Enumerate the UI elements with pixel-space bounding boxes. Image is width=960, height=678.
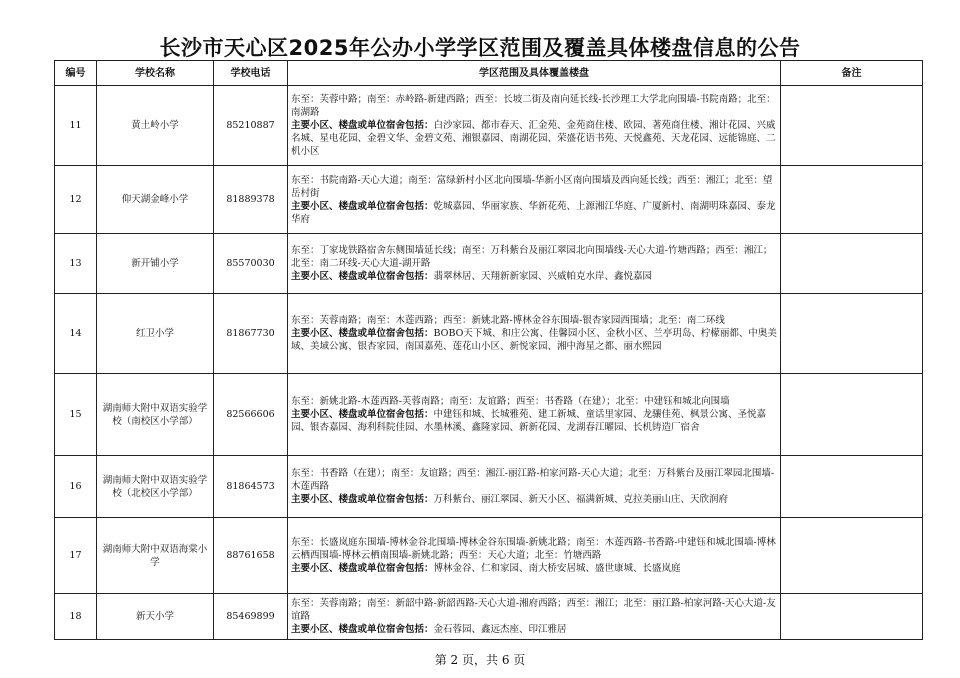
row-remark [781, 234, 923, 294]
row-phone: 81864573 [214, 456, 288, 518]
row-remark [781, 86, 923, 166]
row-school-name: 新天小学 [97, 594, 214, 640]
row-area [288, 594, 781, 640]
row-num: 12 [55, 166, 97, 234]
row-phone: 81867730 [214, 294, 288, 374]
row-estates: BOBO天下城、和庄公寓、佳馨园小区、金秋小区、兰亭玥岛、柠檬丽都、中奥美域、美域公寓、银杏家园、南国嘉苑、莲花山小区、新悦家园、湘中海星之都、丽水熙园 [291, 328, 777, 352]
header-remark: 备注 [781, 61, 923, 86]
page-footer: 第 2 页，共 6 页 [434, 653, 526, 667]
header-num: 编号 [55, 61, 97, 86]
row-estates: 乾城嘉园、华丽家族、华新花苑、上源湘江华庭、广厦新村、南湖明珠嘉园、泰龙华府 [291, 200, 776, 225]
table-row [55, 234, 923, 294]
row-school-name: 仰天湖金峰小学 [97, 166, 214, 234]
row-estates-label: 主要小区、楼盘或单位宿舍包括： [291, 271, 434, 282]
row-estates-label: 主要小区、楼盘或单位宿舍包括： [291, 409, 434, 420]
row-num: 13 [55, 234, 97, 294]
row-bounds: 东至：芙蓉中路；南至：赤岭路-新建西路；西至：长坡二街及南向延长线-长沙理工大学北向围墙-书院南路；北至：南湖路 [291, 94, 776, 118]
row-area [288, 294, 781, 374]
row-estates-label: 主要小区、楼盘或单位宿舍包括： [291, 563, 434, 574]
school-district-table [54, 60, 923, 640]
row-area [288, 456, 781, 518]
table-row [55, 86, 923, 166]
row-num: 15 [55, 374, 97, 456]
row-bounds: 东至：芙蓉南路；南至：木莲西路；西至：新姚北路-博林金谷东围墙-银杏家园西围墙；北至：南二环线 [291, 315, 725, 326]
row-estates: 白沙家园、都市春天、汇金苑、金苑商住楼、欧园、著苑商住楼、湘计花园、兴威名城、星电花园、金碧文华、金碧文苑、湘银嘉园、南湖花园、荣盛花语书苑、天悦鑫苑、天龙花园、远能锦庭、二机小区 [291, 120, 776, 157]
row-phone: 85570030 [214, 234, 288, 294]
row-estates-label: 主要小区、楼盘或单位宿舍包括： [291, 328, 434, 339]
row-num: 14 [55, 294, 97, 374]
row-phone: 88761658 [214, 518, 288, 594]
row-remark [781, 294, 923, 374]
row-estates: 万科紫台、丽江翠园、新天小区、福满新城、克拉美丽山庄、天欣润府 [433, 494, 729, 505]
row-area [288, 374, 781, 456]
row-estates: 翡翠林居、天翔新新家园、兴威帕克水岸、鑫悦嘉园 [433, 271, 653, 282]
row-estates: 金石蓉园、鑫远杰座、印江雅居 [433, 624, 567, 635]
row-school-name: 湖南师大附中双语实验学校（南校区小学部） [97, 374, 214, 456]
header-tel: 学校电话 [214, 61, 288, 86]
table-row [55, 518, 923, 594]
table-row [55, 594, 923, 640]
row-school-name: 湖南师大附中双语实验学校（北校区小学部） [97, 456, 214, 518]
row-estates-label: 主要小区、楼盘或单位宿舍包括： [291, 120, 434, 131]
row-bounds: 东至：丁家垅铁路宿舍东侧围墙延长线；南至：万科紫台及丽江翠园北向围墙线-天心大道-竹塘西路；西至：湘江；北至：南二环线-天心大道-湖开路 [291, 245, 773, 269]
row-phone: 81889378 [214, 166, 288, 234]
row-bounds: 东至：书院南路-天心大道；南至：富绿新村小区北向围墙-华新小区南向围墙及西向延长线；西至：湘江；北至：望岳村街 [291, 174, 773, 199]
row-bounds: 东至：书香路（在建）；南至：友谊路；西至：湘江-丽江路-柏家河路-天心大道；北至：万科紫台及丽江翠园北围墙-木莲西路 [291, 468, 775, 492]
row-bounds: 东至：芙蓉南路；南至：新韶中路-新韶西路-天心大道-湘府西路；西至：湘江；北至：丽江路-柏家河路-天心大道-友谊路 [291, 598, 776, 622]
row-num: 17 [55, 518, 97, 594]
row-bounds: 东至：新姚北路-木莲西路-芙蓉南路；南至：友谊路；西至：书香路（在建）；北至：中建钰和城北向围墙 [291, 396, 730, 407]
row-remark [781, 456, 923, 518]
row-school-name: 黄土岭小学 [97, 86, 214, 166]
row-phone: 82566606 [214, 374, 288, 456]
table-row [55, 166, 923, 234]
row-remark [781, 594, 923, 640]
row-estates: 中建钰和城、长城雅苑、建工新城、童话里家园、龙骧佳苑、枫景公寓、圣悦嘉园、银杏嘉园、海利科院佳园、水墨林溪、鑫隆家园、新新花园、龙湖春江曜园、长机铸造厂宿舍 [291, 409, 767, 433]
row-area [288, 166, 781, 234]
row-estates-label: 主要小区、楼盘或单位宿舍包括： [291, 494, 434, 505]
header-area: 学区范围及具体覆盖楼盘 [288, 61, 781, 86]
row-remark [781, 374, 923, 456]
table-row [55, 374, 923, 456]
row-school-name: 红卫小学 [97, 294, 214, 374]
row-area [288, 234, 781, 294]
row-phone: 85469899 [214, 594, 288, 640]
header-name: 学校名称 [97, 61, 214, 86]
row-school-name: 新开铺小学 [97, 234, 214, 294]
row-area [288, 518, 781, 594]
row-remark [781, 166, 923, 234]
row-num: 16 [55, 456, 97, 518]
table-row [55, 456, 923, 518]
row-school-name: 湖南师大附中双语海棠小学 [97, 518, 214, 594]
table-header-row [55, 61, 923, 86]
row-bounds: 东至：长盛岚庭东围墙-博林金谷北围墙-博林金谷东围墙-新姚北路；南至：木莲西路-书香路-中建钰和城北围墙-博林云栖西围墙-博林云栖南围墙-新姚北路；西至：天心大道；北至：竹塘西路 [291, 537, 776, 561]
row-remark [781, 518, 923, 594]
row-phone: 85210887 [214, 86, 288, 166]
row-area [288, 86, 781, 166]
row-estates-label: 主要小区、楼盘或单位宿舍包括： [291, 200, 434, 212]
row-num: 18 [55, 594, 97, 640]
document-title: 长沙市天心区2025年公办小学学区范围及覆盖具体楼盘信息的公告 [159, 36, 801, 60]
row-estates-label: 主要小区、楼盘或单位宿舍包括： [291, 624, 434, 635]
table-row [55, 294, 923, 374]
row-estates: 博林金谷、仁和家园、南大桥安居城、盛世康城、长盛岚庭 [433, 563, 681, 574]
row-num: 11 [55, 86, 97, 166]
